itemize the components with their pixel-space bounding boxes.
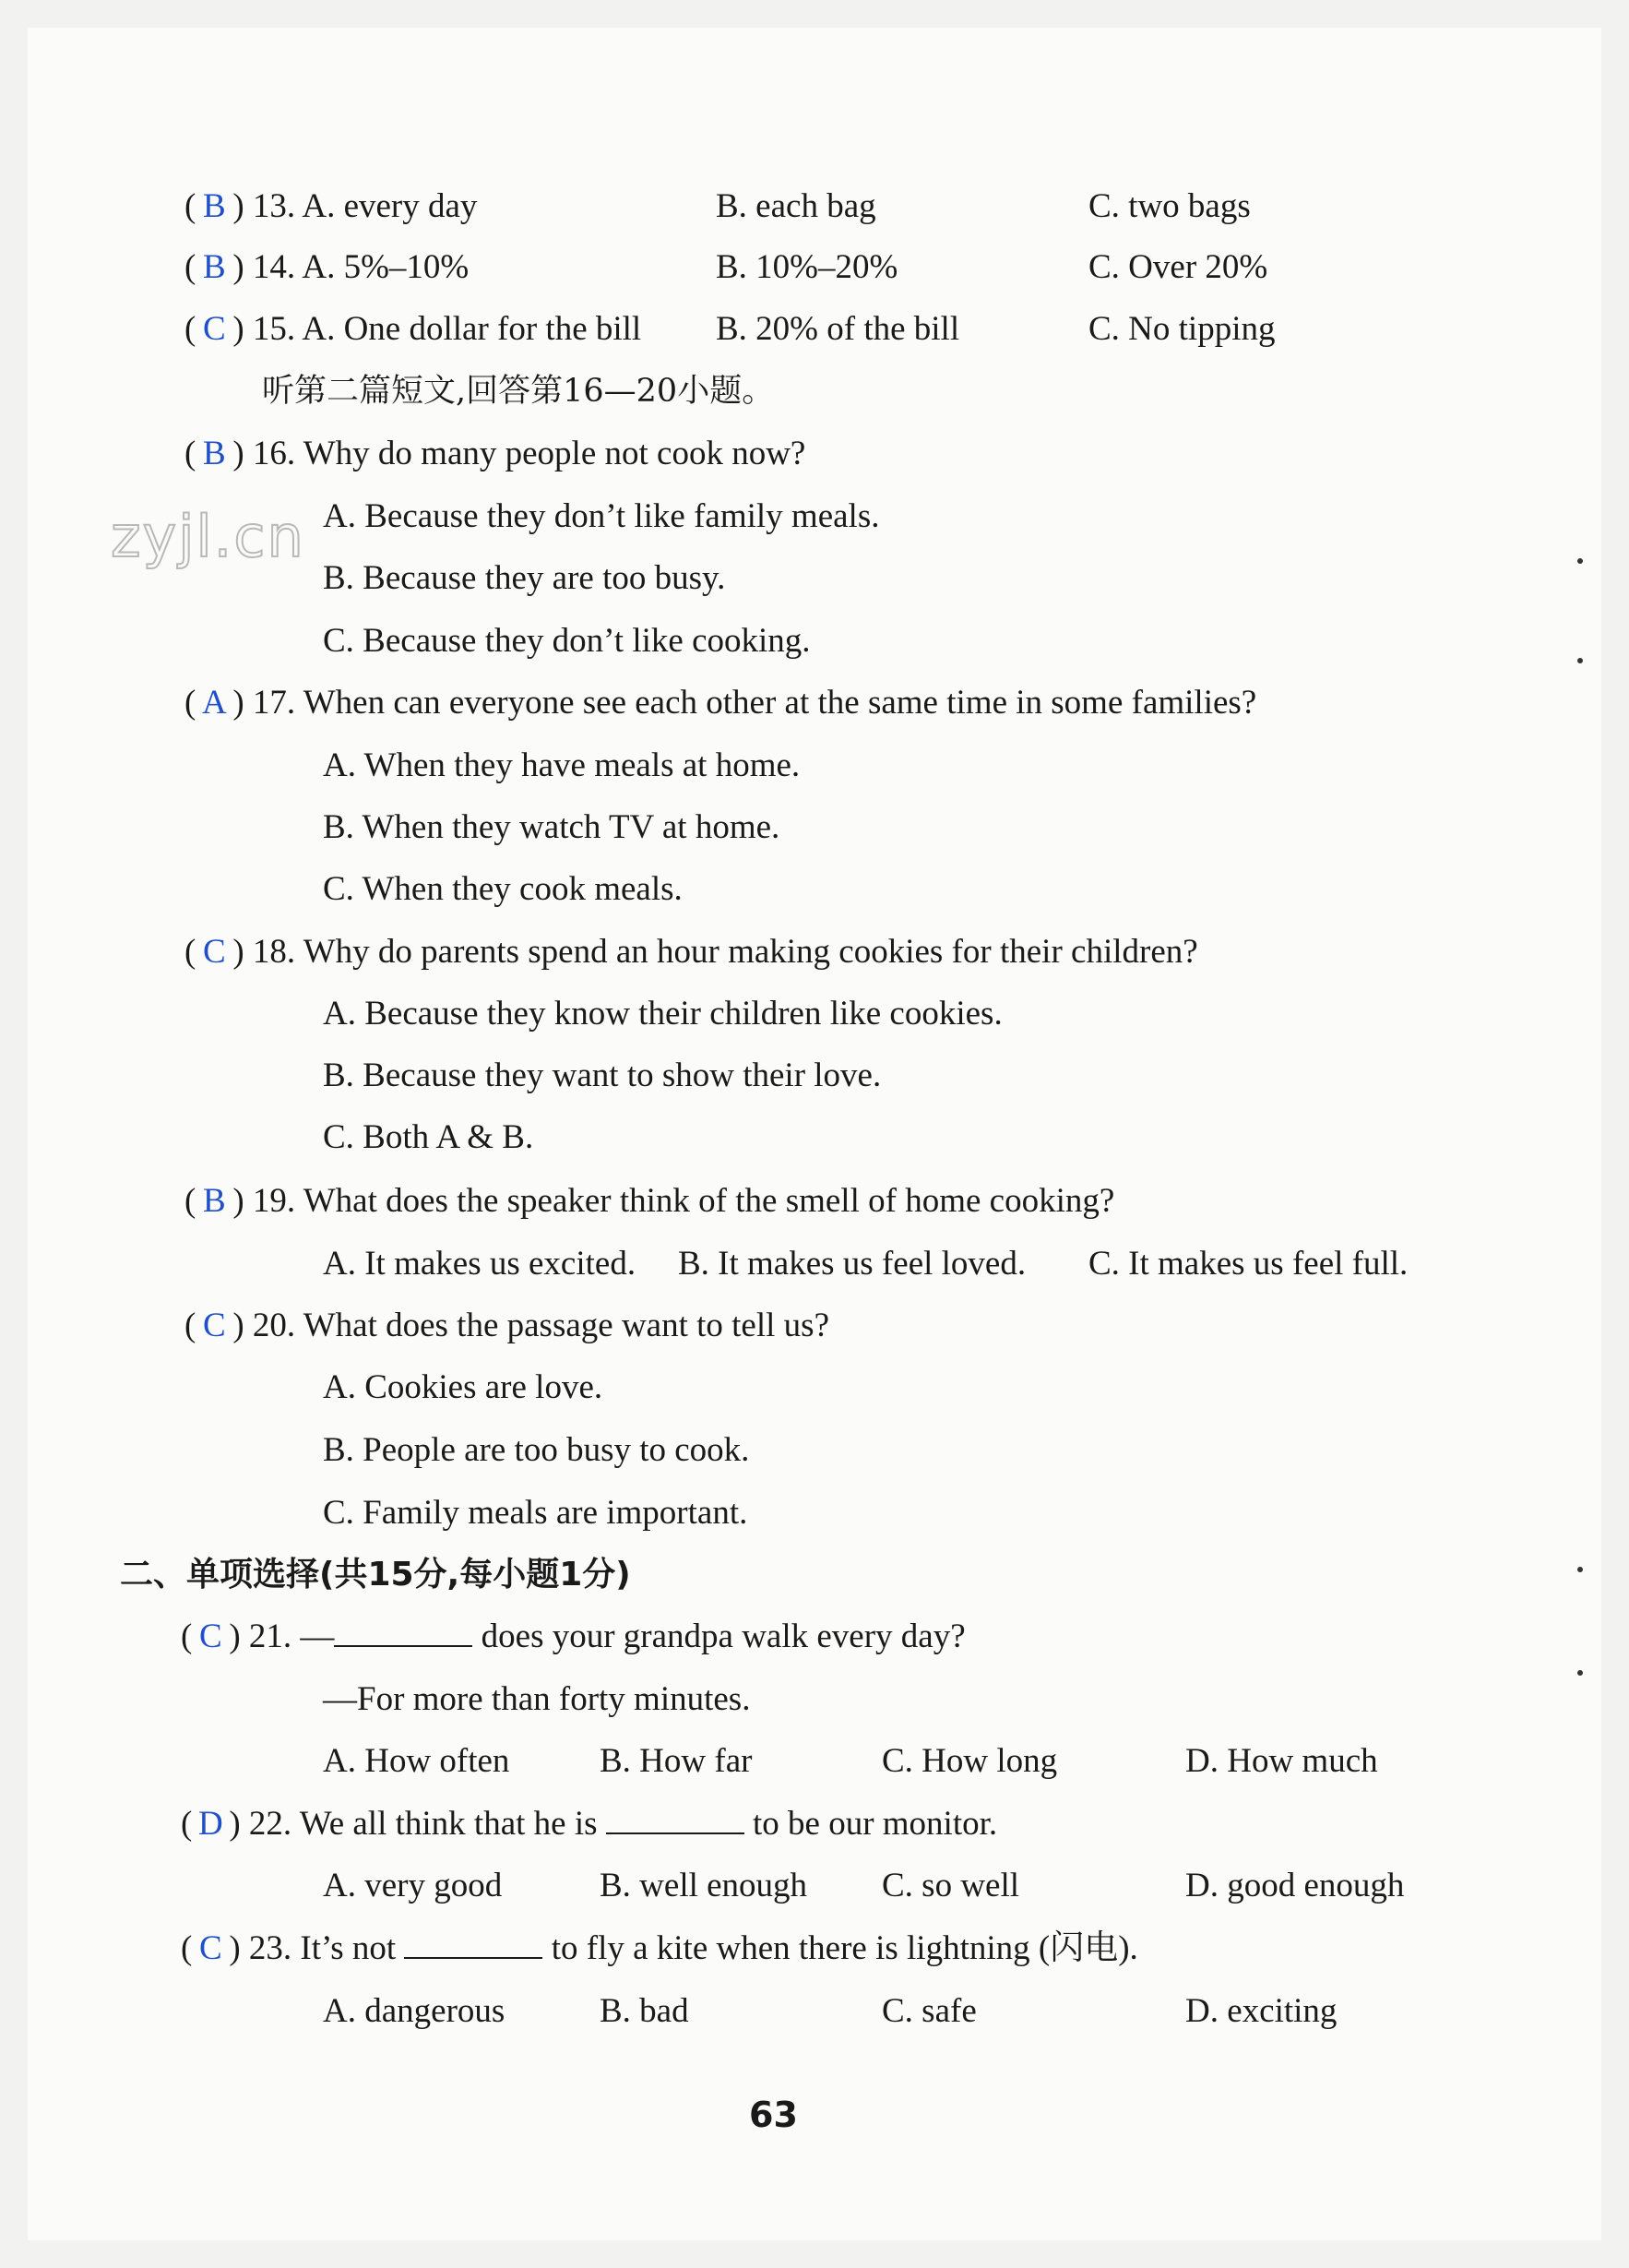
question-14-option-c: C. Over 20% bbox=[1088, 248, 1268, 286]
question-20-option-a: A. Cookies are love. bbox=[323, 1368, 603, 1406]
question-19-option-c: C. It makes us feel full. bbox=[1088, 1245, 1409, 1283]
question-23-option-d: D. exciting bbox=[1185, 1992, 1338, 2030]
question-13-option-b: B. each bag bbox=[716, 187, 876, 225]
answer-19: B bbox=[202, 1182, 226, 1220]
answer-blank bbox=[404, 1952, 542, 1959]
question-13-stem: 13. A. every day bbox=[252, 187, 478, 225]
question-22-option-d: D. good enough bbox=[1185, 1867, 1405, 1904]
question-16-option-c: C. Because they don’t like cooking. bbox=[323, 622, 811, 660]
margin-dot bbox=[1577, 1567, 1583, 1572]
question-21-stem-start: 21. — bbox=[248, 1617, 335, 1655]
answer-22: D bbox=[197, 1805, 223, 1843]
margin-dot bbox=[1577, 558, 1583, 564]
question-17-option-c: C. When they cook meals. bbox=[323, 870, 683, 908]
question-21-option-d: D. How much bbox=[1185, 1742, 1378, 1780]
question-23-option-b: B. bad bbox=[600, 1992, 689, 2030]
answer-18: C bbox=[202, 933, 226, 971]
question-13-option-c: C. two bags bbox=[1088, 187, 1251, 225]
question-15-stem: 15. A. One dollar for the bill bbox=[252, 310, 642, 348]
question-17-stem: 17. When can everyone see each other at the same time in some families? bbox=[252, 684, 1257, 722]
question-17-option-a: A. When they have meals at home. bbox=[323, 746, 801, 784]
question-17: ( A ) 17. When can everyone see each other at the same time in some families? bbox=[184, 684, 1257, 722]
answer-14: B bbox=[202, 248, 226, 286]
answer-17: A bbox=[201, 684, 227, 722]
question-19: ( B ) 19. What does the speaker think of the smell of home cooking? bbox=[184, 1182, 1115, 1220]
question-23: ( C ) 23. It’s not to fly a kite when there is lightning (闪电). bbox=[181, 1929, 1138, 1967]
section-title: 二、单项选择(共15分,每小题1分) bbox=[120, 1556, 631, 1594]
answer-20: C bbox=[202, 1307, 226, 1344]
question-18-option-c: C. Both A & B. bbox=[323, 1118, 534, 1156]
question-16-option-a: A. Because they don’t like family meals. bbox=[323, 497, 880, 535]
question-21-option-c: C. How long bbox=[882, 1742, 1058, 1780]
question-21-option-b: B. How far bbox=[600, 1742, 753, 1780]
answer-blank bbox=[606, 1827, 744, 1834]
question-23-stem-end: to fly a kite when there is lightning (闪电). bbox=[542, 1929, 1138, 1967]
question-17-option-b: B. When they watch TV at home. bbox=[323, 808, 780, 846]
document-page bbox=[28, 28, 1601, 2240]
question-15-option-c: C. No tipping bbox=[1088, 310, 1276, 348]
question-15-option-b: B. 20% of the bill bbox=[716, 310, 960, 348]
question-22-option-a: A. very good bbox=[323, 1867, 503, 1904]
question-14-option-b: B. 10%–20% bbox=[716, 248, 898, 286]
passage-instruction: 听第二篇短文,回答第16—20小题。 bbox=[262, 373, 775, 410]
margin-dot bbox=[1577, 658, 1583, 663]
question-21-option-a: A. How often bbox=[323, 1742, 510, 1780]
question-20-option-b: B. People are too busy to cook. bbox=[323, 1431, 750, 1469]
question-20-option-c: C. Family meals are important. bbox=[323, 1494, 748, 1532]
answer-23: C bbox=[198, 1929, 222, 1967]
answer-21: C bbox=[198, 1617, 222, 1655]
answer-13: B bbox=[202, 187, 226, 225]
question-22: ( D ) 22. We all think that he is to be our monitor. bbox=[181, 1805, 998, 1843]
question-20: ( C ) 20. What does the passage want to tell us? bbox=[184, 1307, 829, 1344]
question-18: ( C ) 18. Why do parents spend an hour making cookies for their children? bbox=[184, 933, 1198, 971]
question-21-reply: —For more than forty minutes. bbox=[323, 1680, 751, 1718]
question-14-stem: 14. A. 5%–10% bbox=[252, 248, 470, 286]
page-number: 63 bbox=[749, 2095, 798, 2135]
question-21: ( C ) 21. — does your grandpa walk every day? bbox=[181, 1617, 966, 1655]
question-20-stem: 20. What does the passage want to tell us? bbox=[252, 1307, 829, 1344]
question-18-option-b: B. Because they want to show their love. bbox=[323, 1056, 882, 1094]
question-23-stem-start: 23. It’s not bbox=[248, 1929, 405, 1967]
question-15: ( C ) 15. A. One dollar for the bill bbox=[184, 310, 642, 348]
question-23-option-c: C. safe bbox=[882, 1992, 977, 2030]
answer-16: B bbox=[202, 435, 226, 472]
question-22-stem-start: 22. We all think that he is bbox=[248, 1805, 606, 1843]
question-16-option-b: B. Because they are too busy. bbox=[323, 559, 726, 597]
question-22-stem-end: to be our monitor. bbox=[743, 1805, 998, 1843]
margin-dot bbox=[1577, 1670, 1583, 1676]
question-13: ( B ) 13. A. every day bbox=[184, 187, 478, 225]
answer-blank bbox=[334, 1640, 472, 1647]
question-16-stem: 16. Why do many people not cook now? bbox=[252, 435, 806, 472]
question-18-stem: 18. Why do parents spend an hour making cookies for their children? bbox=[252, 933, 1198, 971]
answer-15: C bbox=[202, 310, 226, 348]
question-14: ( B ) 14. A. 5%–10% bbox=[184, 248, 470, 286]
question-16: ( B ) 16. Why do many people not cook now? bbox=[184, 435, 806, 472]
watermark-logo: zyjl.cn bbox=[111, 503, 305, 570]
question-19-option-a: A. It makes us excited. bbox=[323, 1245, 636, 1283]
question-23-option-a: A. dangerous bbox=[323, 1992, 505, 2030]
question-22-option-c: C. so well bbox=[882, 1867, 1020, 1904]
question-22-option-b: B. well enough bbox=[600, 1867, 808, 1904]
question-21-stem-end: does your grandpa walk every day? bbox=[472, 1617, 966, 1655]
question-19-option-b: B. It makes us feel loved. bbox=[678, 1245, 1027, 1283]
question-18-option-a: A. Because they know their children like cookies. bbox=[323, 995, 1003, 1033]
question-19-stem: 19. What does the speaker think of the smell of home cooking? bbox=[252, 1182, 1115, 1220]
